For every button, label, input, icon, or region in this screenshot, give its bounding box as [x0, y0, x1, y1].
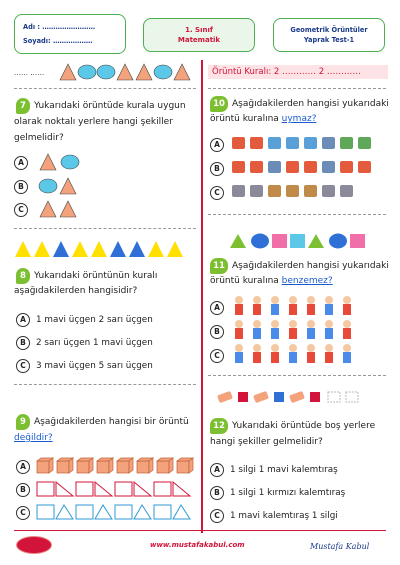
subject-label: Matematik [177, 36, 221, 44]
q10-text-line2: örüntü kuralına uymaz? [210, 114, 317, 124]
q11-pattern-shapes [228, 232, 368, 250]
q12-option-a[interactable]: A [210, 463, 224, 477]
q8-text-line2: aşağıdakilerden hangisidir? [14, 286, 138, 296]
q7-option-c-shapes [38, 199, 82, 219]
building-icon [322, 161, 335, 173]
q11-option-b-kids [232, 319, 382, 341]
q8-text-line1: Yukarıdaki örüntünün kuralı [34, 271, 158, 281]
q9-option-c[interactable]: C [16, 506, 30, 520]
q12-text-line1: Yukarıdaki örüntüde boş yerlere [232, 421, 376, 431]
school-logo [16, 536, 52, 554]
test-subtitle: Yaprak Test-1 [303, 36, 355, 44]
q10-option-b[interactable]: B [210, 162, 224, 176]
elephant-icon [340, 185, 353, 197]
footer-divider [14, 530, 386, 531]
name-field-label: Adı : …………………… [23, 23, 96, 31]
elephant-icon [250, 185, 263, 197]
q7-option-b[interactable]: B [14, 180, 28, 194]
q8-option-c-text: 3 mavi üçgen 5 sarı üçgen [36, 361, 153, 371]
deer-icon [304, 185, 317, 197]
q8-option-c[interactable]: C [16, 359, 30, 373]
q9-option-a[interactable]: A [16, 460, 30, 474]
q8-option-b-text: 2 sarı üçgen 1 mavi üçgen [36, 338, 153, 348]
q9-option-b-shapes [36, 480, 196, 498]
q12-option-b[interactable]: B [210, 486, 224, 500]
q11-option-b[interactable]: B [210, 325, 224, 339]
separator [14, 88, 196, 89]
house-icon [304, 161, 317, 173]
q10-option-a-icons [232, 134, 382, 152]
q8-option-b[interactable]: B [16, 336, 30, 350]
q11-emphasis: benzemez? [281, 276, 333, 286]
footer-url[interactable]: www.mustafakabul.com [150, 541, 245, 549]
q12-option-b-text: 1 silgi 1 kırmızı kalemtıraş [230, 488, 346, 498]
q7-option-b-shapes [38, 176, 82, 196]
question-number-10: 10 [210, 96, 228, 112]
q9-text-line2: değildir? [14, 433, 53, 443]
q9-option-c-shapes [36, 503, 196, 521]
house-icon [358, 161, 371, 173]
test-title-box [273, 18, 385, 52]
elephant-icon [322, 185, 335, 197]
author-signature: Mustafa Kabul [310, 542, 370, 551]
house-icon [232, 137, 245, 149]
separator [14, 384, 196, 385]
q11-option-c-kids [232, 343, 382, 365]
q11-option-a-kids [232, 295, 382, 317]
pattern-blanks: …… …… [14, 69, 45, 77]
separator [208, 214, 386, 215]
q11-option-a[interactable]: A [210, 301, 224, 315]
q10-option-c[interactable]: C [210, 186, 224, 200]
deer-icon [268, 185, 281, 197]
q7-option-a[interactable]: A [14, 156, 28, 170]
separator [14, 228, 196, 229]
q7-pattern-shapes [58, 62, 194, 82]
q11-text-line2: örüntü kuralına benzemez? [210, 276, 333, 286]
q10-option-b-icons [232, 158, 382, 176]
q9-option-a-cubes [36, 457, 196, 475]
q7-text-line2: olarak noktalı yerlere hangi şekiller [14, 117, 173, 127]
house-icon [250, 137, 263, 149]
question-number-9: 9 [16, 414, 30, 430]
q12-pattern-items [216, 388, 386, 406]
pattern-rule-label: Örüntü Kuralı: 2 ………… 2 ………… [208, 65, 388, 79]
car-icon [304, 137, 317, 149]
q12-option-c-text: 1 mavi kalemtıraş 1 silgi [230, 511, 338, 521]
owl-icon [358, 137, 371, 149]
q7-option-a-shapes [38, 152, 82, 172]
house-icon [286, 161, 299, 173]
q7-text-line3: gelmelidir? [14, 133, 64, 143]
owl-icon [340, 137, 353, 149]
q8-pattern-triangles [14, 240, 194, 258]
grade-label: 1. Sınıf [185, 26, 213, 34]
deer-icon [286, 185, 299, 197]
q7-option-c[interactable]: C [14, 203, 28, 217]
q9-text-line1: Aşağıdakilerden hangisi bir örüntü [34, 417, 189, 427]
q12-option-c[interactable]: C [210, 509, 224, 523]
question-number-11: 11 [210, 258, 228, 274]
student-info-box [14, 14, 126, 54]
surname-field-label: Soyadı: ……………… [23, 37, 93, 45]
q10-text-line1: Aşağıdakilerden hangisi yukarıdaki [232, 99, 389, 109]
question-number-7: 7 [16, 98, 30, 114]
grade-box [143, 18, 255, 52]
car-icon [286, 137, 299, 149]
question-number-12: 12 [210, 418, 228, 434]
q7-text-line1: Yukarıdaki örüntüde kurala uygun [34, 101, 186, 111]
column-divider [201, 60, 203, 533]
q8-option-a-text: 1 mavi üçgen 2 sarı üçgen [36, 315, 153, 325]
q11-text-line1: Aşağıdakilerden hangisi yukarıdaki [232, 261, 389, 271]
house-icon [340, 161, 353, 173]
question-number-8: 8 [16, 268, 30, 284]
q12-text-line2: hangi şekiller gelmelidir? [210, 437, 323, 447]
building-icon [322, 137, 335, 149]
separator [208, 88, 386, 89]
q10-option-c-icons [232, 182, 382, 200]
house-icon [232, 161, 245, 173]
q8-option-a[interactable]: A [16, 313, 30, 327]
q12-option-a-text: 1 silgi 1 mavi kalemtıraş [230, 465, 338, 475]
separator [208, 375, 386, 376]
building-icon [268, 161, 281, 173]
test-title: Geometrik Örüntüler [290, 26, 368, 34]
elephant-icon [232, 185, 245, 197]
q11-option-c[interactable]: C [210, 349, 224, 363]
q9-option-b[interactable]: B [16, 483, 30, 497]
q10-emphasis: uymaz? [281, 114, 317, 124]
q10-option-a[interactable]: A [210, 138, 224, 152]
car-icon [268, 137, 281, 149]
house-icon [250, 161, 263, 173]
